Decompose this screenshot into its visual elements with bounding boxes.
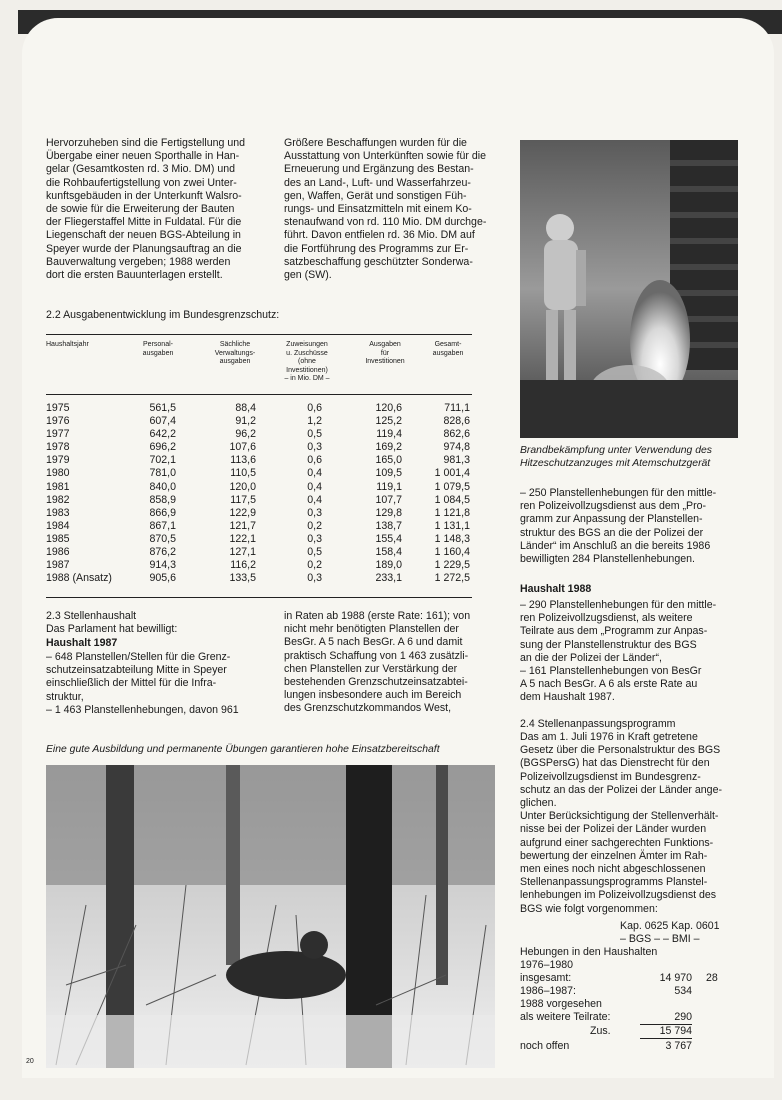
table-header-personnel: Personal- ausgaben [142, 341, 174, 357]
table-row [46, 572, 472, 585]
investment-cell: 165,0 [375, 454, 402, 467]
table-header-grants: Zuweisungen u. Zuschüsse (ohne Investitionen) – in Mio. DM – [284, 341, 330, 383]
intro-right-paragraph: Größere Beschaffungen wurden für die Ausstattung von Unterkünften sowie für die Erneuerung und Ergänzung des Bestan- des an Land-, Luft- und Wasserfahrzeu- gen, Waffen, Gerät und sonstigen Füh- rungs- und Einsatzmitteln mit einem Ko- stenaufwand von rd. 110 Mio. DM durchge- führt. Davon entfielen rd. 36 Mio. DM auf die Fortführung des Programms zur Er- satzbeschaffung geschützter Sonderwa- gen (SW). [284, 137, 487, 282]
budget-1987-heading: Haushalt 1987 [46, 637, 118, 649]
admin-cell: 121,7 [229, 519, 256, 532]
investment-cell: 119,1 [376, 480, 402, 493]
personnel-cell: 858,9 [149, 493, 176, 506]
table-top-rule [46, 334, 472, 335]
fire-photo-caption: Brandbekämpfung unter Verwendung des Hitzeschutzanzuges mit Atemschutzgerät [520, 445, 712, 470]
year-cell: 1985 [46, 532, 70, 545]
personnel-cell: 867,1 [149, 519, 176, 532]
forest-training-photo [46, 765, 495, 1068]
total-cell: 711,1 [444, 402, 470, 414]
year-cell: 1975 [46, 402, 70, 414]
personnel-cell: 905,6 [149, 572, 176, 585]
investment-cell: 120,6 [375, 402, 402, 414]
grants-cell: 0,4 [307, 493, 322, 506]
year-cell: 1986 [46, 546, 70, 559]
personnel-cell: 642,2 [149, 428, 176, 441]
personnel-cell: 914,3 [149, 559, 176, 572]
grants-cell: 1,2 [307, 415, 322, 428]
personnel-cell: 840,0 [149, 480, 176, 493]
budget-1988-heading: Haushalt 1988 [520, 583, 592, 595]
admin-cell: 116,2 [230, 559, 256, 572]
page-number: 20 [26, 1058, 34, 1065]
table-row [46, 428, 472, 441]
ledger-line-period: 1976–1980 [520, 959, 574, 971]
grants-cell: 0,2 [307, 559, 322, 572]
year-cell: 1980 [46, 467, 70, 480]
ledger-sum-label: Zus. [590, 1025, 611, 1037]
year-cell: 1981 [46, 480, 70, 493]
table-header-year: Haushaltsjahr [46, 341, 89, 348]
section-2-3-title: 2.3 Stellenhaushalt [46, 610, 137, 622]
investment-cell: 138,7 [375, 519, 402, 532]
investment-cell: 119,4 [376, 428, 402, 441]
admin-cell: 113,6 [230, 454, 256, 467]
personnel-cell: 876,2 [149, 546, 176, 559]
ledger-kap-header-1: Kap. 0625 Kap. 0601 [620, 920, 720, 932]
ledger-further-label: als weitere Teilrate: [520, 1011, 611, 1023]
personnel-cell: 781,0 [149, 467, 176, 480]
ledger-total-label: insgesamt: [520, 972, 572, 984]
table-heading: 2.2 Ausgabenentwicklung im Bundesgrenzschutz: [46, 309, 280, 321]
ledger-total-bgs: 14 970 [659, 972, 692, 984]
table-row [46, 441, 472, 454]
year-cell: 1984 [46, 519, 70, 532]
admin-cell: 133,5 [229, 572, 256, 585]
forest-photo-caption: Eine gute Ausbildung und permanente Übungen garantieren hohe Einsatzbereitschaft [46, 744, 440, 755]
admin-cell: 110,5 [230, 467, 256, 480]
total-cell: 1 272,5 [434, 572, 470, 585]
grants-cell: 0,2 [307, 519, 322, 532]
grants-cell: 0,6 [307, 454, 322, 467]
total-cell: 1 131,1 [434, 519, 470, 532]
table-row [46, 467, 472, 480]
investment-cell: 107,7 [375, 493, 402, 506]
table-header-rule [46, 394, 472, 395]
table-body [46, 402, 472, 585]
total-cell: 981,3 [443, 454, 470, 467]
total-cell: 974,8 [443, 441, 470, 454]
year-cell: 1978 [46, 441, 70, 454]
admin-cell: 107,6 [229, 441, 256, 454]
year-cell: 1987 [46, 559, 70, 572]
total-cell: 1 121,8 [434, 506, 470, 519]
personnel-cell: 607,4 [149, 415, 176, 428]
investment-cell: 189,0 [375, 559, 402, 572]
section-2-3-intro: Das Parlament hat bewilligt: [46, 623, 178, 635]
table-row [46, 546, 472, 559]
investment-cell: 125,2 [375, 415, 402, 428]
table-bottom-rule [46, 597, 472, 598]
table-row [46, 533, 472, 546]
total-cell: 1 160,4 [434, 546, 470, 559]
year-cell: 1982 [46, 493, 70, 506]
grants-cell: 0,3 [307, 441, 322, 454]
personnel-cell: 870,5 [149, 532, 176, 545]
ledger-sum-bgs: 15 794 [640, 1025, 692, 1039]
year-cell: 1976 [46, 415, 70, 428]
ledger-line-hebungen: Hebungen in den Haushalten [520, 946, 658, 958]
total-cell: 1 148,3 [434, 532, 470, 545]
grants-cell: 0,3 [307, 532, 322, 545]
total-cell: 1 229,5 [434, 559, 470, 572]
ledger-kap-header-2: – BGS – – BMI – [620, 933, 700, 945]
ledger-total-bmi: 28 [706, 972, 718, 984]
table-row [46, 494, 472, 507]
table-row [46, 520, 472, 533]
grants-cell: 0,5 [307, 428, 322, 441]
section-2-4-body: Das am 1. Juli 1976 in Kraft getretene Gesetz über die Personalstruktur des BGS (BGSPersG) hat das Dienstrecht für den Polizeivollzugsdienst im Bundesgrenz- schutz an das der Polizei der Länder ange- glichen. Unter Berücksichtigung der Stellenverhält- nisse bei der Polizei der Länder wurden aufgrund einer sachgerechten Funktions- bewertung der einzelnen Ämter im Rah- men eines noch nicht abgeschlossenen Stellenanpassungsprogramms Planstel- lenhebungen im Polizeivollzugsdienst des BGS wie folgt vorgenommen: [520, 731, 722, 915]
grants-cell: 0,3 [307, 572, 322, 585]
table-header-total: Gesamt- ausgaben [432, 341, 464, 357]
table-row [46, 507, 472, 520]
table-header-investment: Ausgaben für Investitionen [365, 341, 405, 366]
personnel-cell: 866,9 [149, 506, 176, 519]
total-cell: 862,6 [443, 428, 470, 441]
ledger-open-bgs: 3 767 [665, 1040, 692, 1052]
admin-cell: 88,4 [235, 402, 256, 414]
investment-cell: 155,4 [375, 532, 402, 545]
investment-cell: 129,8 [375, 506, 402, 519]
grants-cell: 0,4 [307, 480, 322, 493]
budget-1987-list: – 648 Planstellen/Stellen für die Grenz- schutzeinsatzabteilung Mitte in Speyer einschließlich der Mittel für die Infra- struktur, – 1 463 Planstellenhebungen, davon 961 [46, 651, 239, 716]
table-row [46, 481, 472, 494]
total-cell: 1 001,4 [434, 467, 470, 480]
admin-cell: 122,9 [229, 506, 256, 519]
admin-cell: 122,1 [229, 532, 256, 545]
fire-fighting-photo [520, 140, 738, 438]
grants-cell: 0,6 [307, 402, 322, 414]
admin-cell: 120,0 [229, 480, 256, 493]
table-row [46, 402, 472, 415]
grants-cell: 0,3 [307, 506, 322, 519]
year-cell: 1988 (Ansatz) [46, 572, 112, 585]
table-row [46, 559, 472, 572]
ledger-1986-label: 1986–1987: [520, 985, 576, 997]
section-2-4-title: 2.4 Stellenanpassungsprogramm [520, 718, 676, 730]
right-budget-1987-continued: – 250 Planstellenhebungen für den mittle- ren Polizeivollzugsdienst aus dem „Pro- gramm zur Anpassung der Planstellen- struktur des BGS an die der Polizei der Länder“ im Anschluß an die bereits 1986 bewilligten 284 Planstellenhebungen. [520, 487, 717, 566]
ledger-1986-bgs: 534 [674, 985, 692, 997]
investment-cell: 233,1 [375, 572, 402, 585]
investment-cell: 158,4 [375, 546, 402, 559]
middle-column-text: in Raten ab 1988 (erste Rate: 161); von nicht mehr benötigten Planstellen der BesGr. A 5 nach BesGr. A 6 und damit praktisch Schaffung von 1 463 zusätzli- chen Planstellen zur Verstärkung der bestehenden Grenzschutzeinsatzabtei- lungen insbesondere auch im Bereich des Grenzschutzkommandos West, [284, 610, 471, 715]
grants-cell: 0,4 [307, 467, 322, 480]
investment-cell: 169,2 [375, 441, 402, 454]
admin-cell: 127,1 [229, 546, 256, 559]
total-cell: 1 084,5 [434, 493, 470, 506]
ledger-1988-planned: 1988 vorgesehen [520, 998, 602, 1010]
investment-cell: 109,5 [375, 467, 402, 480]
total-cell: 1 079,5 [434, 480, 470, 493]
intro-left-paragraph: Hervorzuheben sind die Fertigstellung und Übergabe einer neuen Sporthalle in Han- gelar (Gesamtkosten rd. 3 Mio. DM) und die Rohbaufertigstellung von zwei Unter- kunftsgebäuden in der Unterkunft Walsro- de sowie für die Erweiterung der Bauten der Fliegerstaffel Mitte in Fuldatal. Für die Liegenschaft der neuen BGS-Abteilung in Speyer wurde der Planungsauftrag an die Bauverwaltung vergeben; 1988 werden dort die ersten Bauunterlagen erstellt. [46, 137, 246, 282]
budget-1988-list: – 290 Planstellenhebungen für den mittle- ren Polizeivollzugsdienst, als weitere Teilrate aus dem „Programm zur Anpas- sung der Planstellenstruktur des BGS an die der Polizei der Länder“, – 161 Planstellenhebungen von BesGr A 5 nach BesGr. A 6 als erste Rate au dem Haushalt 1987. [520, 599, 717, 704]
ledger-further-bgs: 290 [640, 1011, 692, 1025]
personnel-cell: 696,2 [149, 441, 176, 454]
total-cell: 828,6 [443, 415, 470, 428]
personnel-cell: 561,5 [149, 402, 176, 414]
year-cell: 1977 [46, 428, 70, 441]
table-row [46, 415, 472, 428]
ledger-open-label: noch offen [520, 1040, 570, 1052]
table-row [46, 454, 472, 467]
admin-cell: 96,2 [235, 428, 256, 441]
admin-cell: 91,2 [235, 415, 256, 428]
personnel-cell: 702,1 [149, 454, 176, 467]
admin-cell: 117,5 [230, 493, 256, 506]
grants-cell: 0,5 [307, 546, 322, 559]
year-cell: 1983 [46, 506, 70, 519]
year-cell: 1979 [46, 454, 70, 467]
table-header-admin: Sächliche Verwaltungs- ausgaben [214, 341, 256, 366]
